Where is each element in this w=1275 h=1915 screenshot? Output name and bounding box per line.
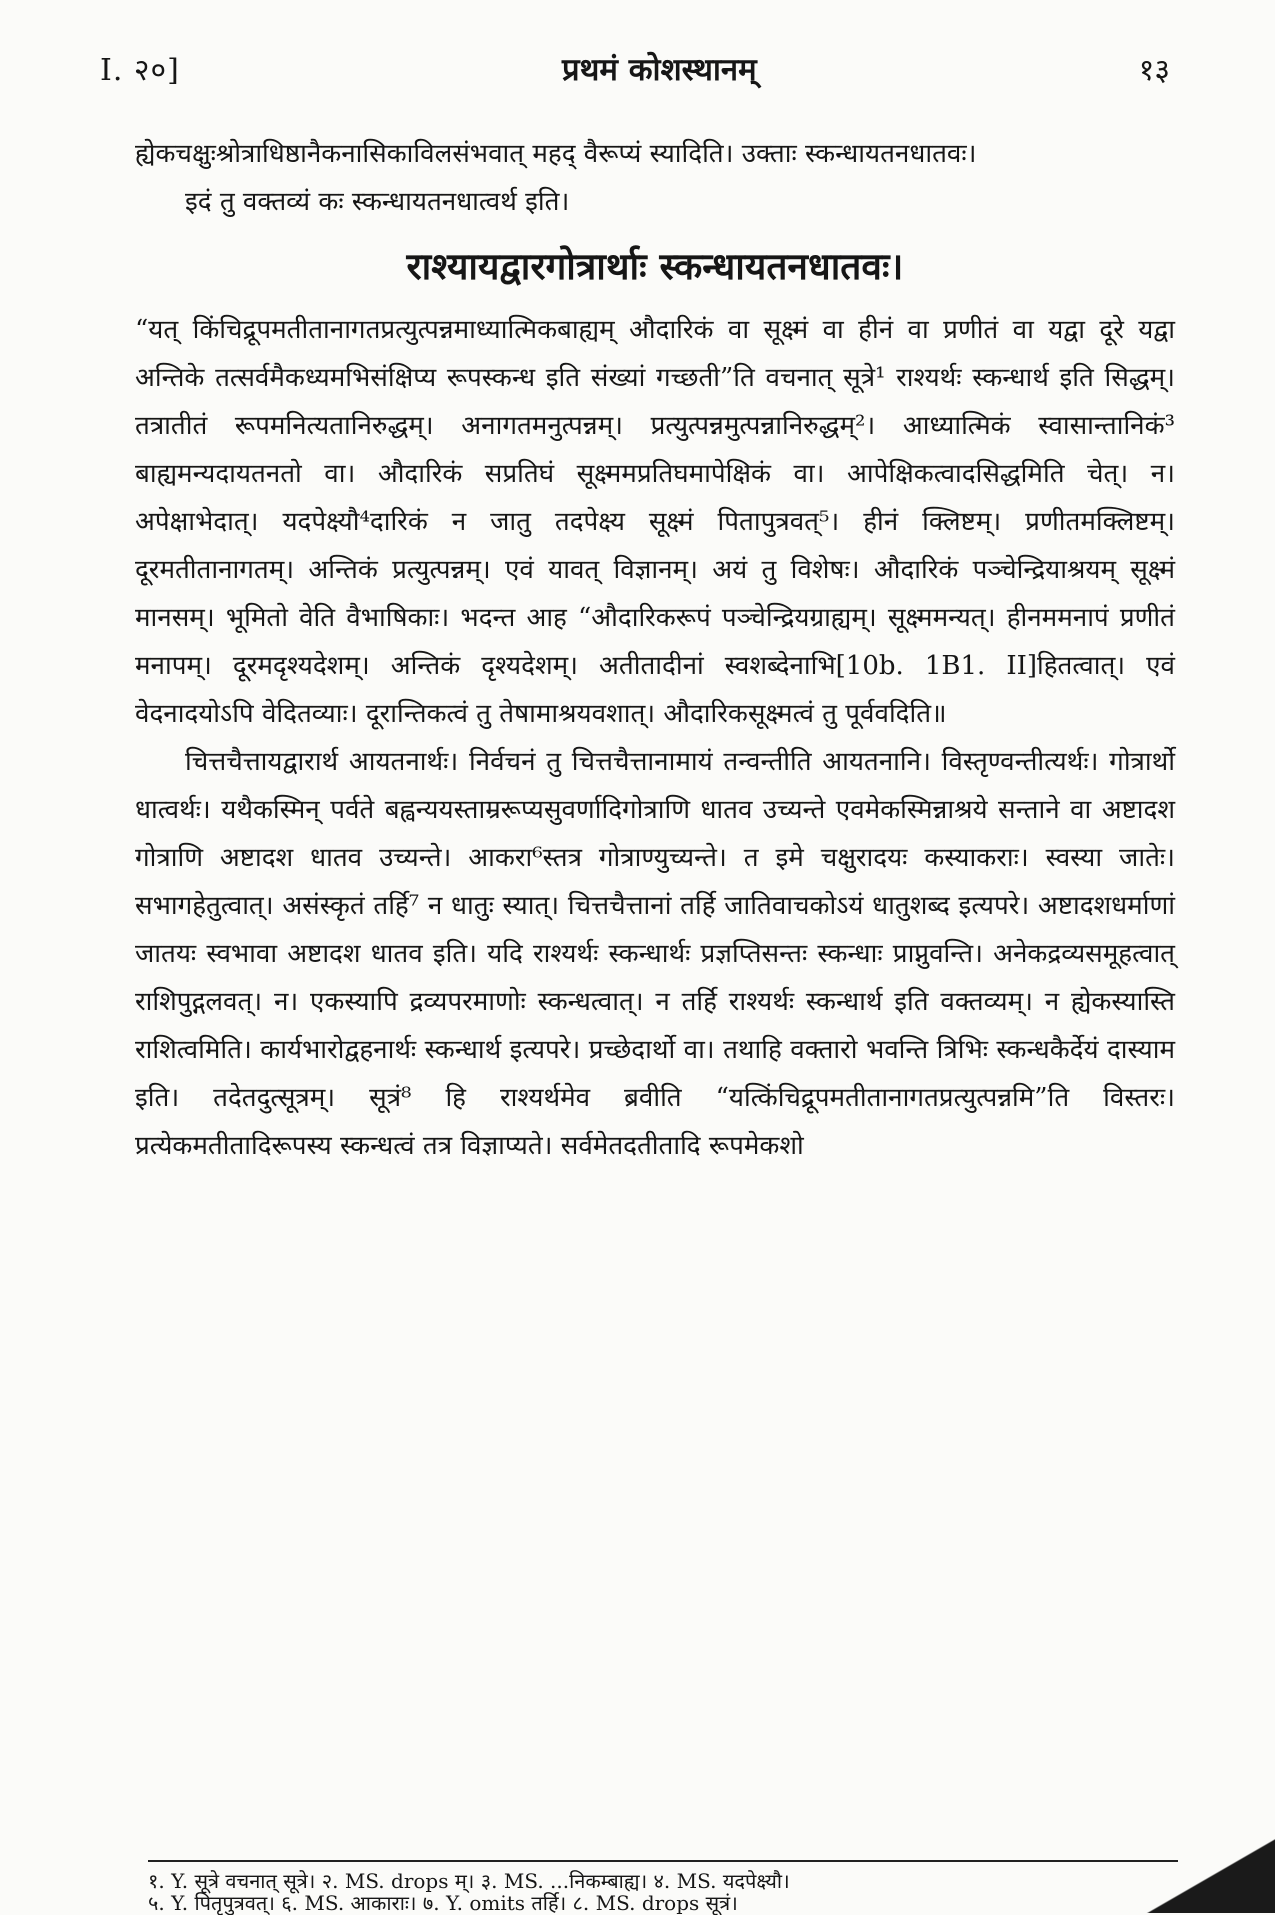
footnote-line: ५. Y. पितृपुत्रवत्। ६. MS. आकाराः। ७. Y. omits तर्हि। ८. MS. drops सूत्रं। [148,1891,738,1915]
footnotes [148,1870,1178,1914]
commentary-paragraph: “यत् किंचिद्रूपमतीतानागतप्रत्युत्पन्नमाध्यात्मिकबाह्यम् औदारिकं वा सूक्ष्मं वा हीनं वा प्रणीतं वा यद्वा दूरे यद्वा अन्तिके तत्सर्वमैकध्यमभिसंक्षिप्य रूपस्कन्ध इति संख्यां गच्छती”ति वचनात् सूत्रे¹ राश्यर्थः स्कन्धार्थ इति सिद्धम्। तत्रातीतं रूपमनित्यतानिरुद्धम्। अनागतमनुत्पन्नम्। प्रत्युत्पन्नमुत्पन्नानिरुद्धम्²। आध्यात्मिकं स्वासान्तानिकं³ बाह्यमन्यदायतनतो वा। औदारिकं सप्रतिघं सूक्ष्ममप्रतिघमापेक्षिकं वा। आपेक्षिकत्वादसिद्धमिति चेत्। न। अपेक्षाभेदात्। यदपेक्ष्यौ⁴दारिकं न जातु तदपेक्ष्य सूक्ष्मं पितापुत्रवत्⁵। हीनं क्लिष्टम्। प्रणीतमक्लिष्टम्। दूरमतीतानागतम्। अन्तिकं प्रत्युत्पन्नम्। एवं यावत् विज्ञानम्। अयं तु विशेषः। औदारिकं पञ्चेन्द्रियाश्रयम् सूक्ष्मं मानसम्। भूमितो वेति वैभाषिकाः। भदन्त आह “औदारिकरूपं पञ्चेन्द्रियग्राह्यम्। सूक्ष्ममन्यत्। हीनममनापं प्रणीतं मनापम्। दूरमदृश्यदेशम्। अन्तिकं दृश्यदेशम्। अतीतादीनां स्वशब्देनाभि[10b. 1B1. II]हितत्वात्। एवं वेदनादयोऽपि वेदितव्याः। दूरान्तिकत्वं तु तेषामाश्रयवशात्। औदारिकसूक्ष्मत्वं तु पूर्ववदिति॥ [135,315,1175,729]
page-reference: I. २०] [100,53,180,88]
main-text [135,130,1175,1170]
footnote-divider [148,1860,1178,1862]
commentary-paragraph: चित्तचैत्तायद्वारार्थ आयतनार्थः। निर्वचनं तु चित्तचैत्तानामायं तन्वन्तीति आयतनानि। विस्तृण्वन्तीत्यर्थः। गोत्रार्थो धात्वर्थः। यथैकस्मिन् पर्वते बह्वन्ययस्ताम्ररूप्यसुवर्णादिगोत्राणि धातव उच्यन्ते एवमेकस्मिन्नाश्रये सन्ताने वा अष्टादश गोत्राणि अष्टादश धातव उच्यन्ते। आकरा⁶स्तत्र गोत्राण्युच्यन्ते। त इमे चक्षुरादयः कस्याकराः। स्वस्या जातेः। सभागहेतुत्वात्। असंस्कृतं तर्हि⁷ न धातुः स्यात्। चित्तचैत्तानां तर्हि जातिवाचकोऽयं धातुशब्द इत्यपरे। अष्टादशधर्माणां जातयः स्वभावा अष्टादश धातव इति। यदि राश्यर्थः स्कन्धार्थः प्रज्ञप्तिसन्तः स्कन्धाः प्राप्नुवन्ति। अनेकद्रव्यसमूहत्वात् राशिपुद्गलवत्। न। एकस्यापि द्रव्यपरमाणोः स्कन्धत्वात्। न तर्हि राश्यर्थः स्कन्धार्थ इति वक्तव्यम्। न ह्येकस्यास्ति राशित्वमिति। कार्यभारोद्वहनार्थः स्कन्धार्थ इत्यपरे। प्रच्छेदार्थो वा। तथाहि वक्तारो भवन्ति त्रिभिः स्कन्धकैर्देयं दास्याम इति। तदेतदुत्सूत्रम्। सूत्रं⁸ हि राश्यर्थमेव ब्रवीति “यत्किंचिद्रूपमतीतानागतप्रत्युत्पन्नमि”ति विस्तरः। प्रत्येकमतीतादिरूपस्य स्कन्धत्वं तत्र विज्ञाप्यते। सर्वमेतदतीतादि रूपमेकशो [135,747,1175,1161]
footnote-line: १. Y. सूत्रे वचनात् सूत्रे। २. MS. drops म्। ३. MS. ...निकम्बाह्य। ४. MS. यदपेक्ष्यौ। [148,1869,790,1893]
scan-shadow [1145,1833,1275,1913]
page-header [100,48,1170,108]
page-number: १३ [1138,53,1170,88]
running-title: प्रथमं कोशस्थानम् [561,52,757,88]
karika-verse: राश्यायद्वारगोत्रार्थाः स्कन्धायतनधातवः। [406,244,904,288]
question-paragraph: इदं तु वक्तव्यं कः स्कन्धायतनधात्वर्थ इति। [185,187,570,217]
opening-paragraph: ह्येकचक्षुःश्रोत्राधिष्ठानैकनासिकाविलसंभवात् महद् वैरूप्यं स्यादिति। उक्ताः स्कन्धायतनधातवः। [135,139,977,169]
